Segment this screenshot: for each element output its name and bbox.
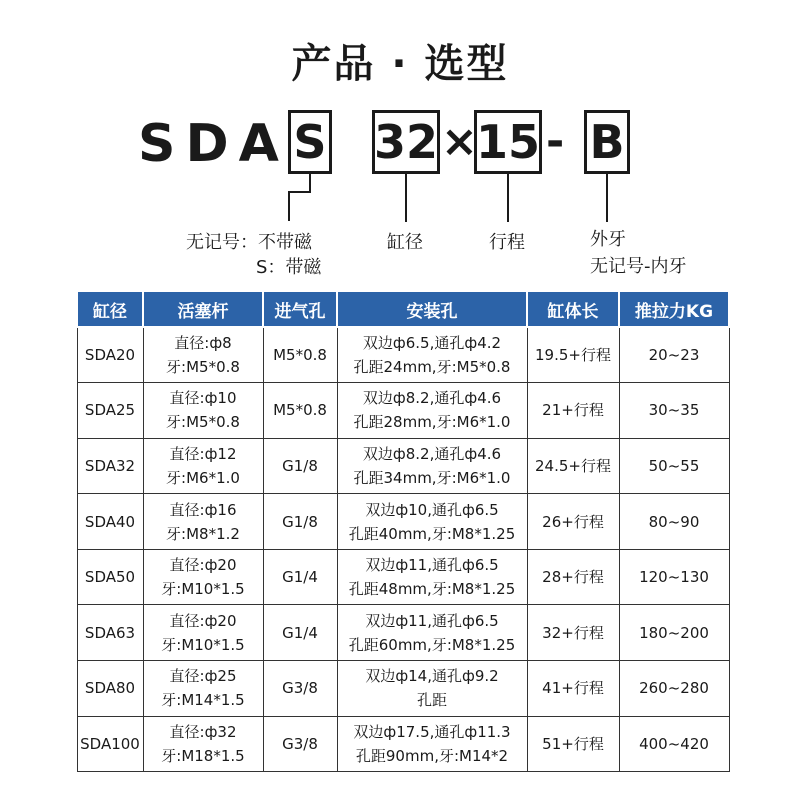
cell-bore-text: SDA25 (84, 401, 136, 420)
cell-bore-text: SDA40 (84, 512, 136, 531)
cell-mount (337, 605, 527, 661)
cell-rod-text: 直径:ф32 (169, 722, 237, 741)
cell-mount (337, 661, 527, 717)
cell-mount-text: 双边ф11,通孔ф6.5 (365, 556, 499, 575)
cell-rod-text: 牙:M6*1.0 (166, 468, 240, 487)
page-title: 产品 · 选型 (291, 41, 509, 87)
times-sign: × (441, 116, 478, 167)
cell-mount (337, 383, 527, 439)
cell-bore (77, 661, 143, 717)
cell-rod-text: 牙:M8*1.2 (166, 524, 240, 543)
stroke-legend: 行程 (489, 232, 525, 253)
cell-port-text: G1/4 (282, 568, 318, 587)
cell-mount-text: 双边ф6.5,通孔ф4.2 (362, 334, 502, 353)
bore-code-box: 32 (372, 110, 440, 174)
table-row (77, 549, 729, 605)
cell-force (619, 383, 729, 439)
cell-mount-text: 孔距34mm,牙:M6*1.0 (353, 468, 511, 487)
header-mount: 安装孔 (337, 291, 527, 327)
model-prefix: SDA (138, 114, 289, 174)
header-length: 缸体长 (527, 291, 619, 327)
cell-port-text: G1/8 (282, 456, 318, 475)
cell-port (263, 716, 337, 772)
cell-rod-text: 牙:M5*0.8 (166, 413, 240, 432)
cell-mount (337, 438, 527, 494)
thread-connector (606, 174, 608, 222)
cell-mount-text: 双边ф8.2,通孔ф4.6 (362, 444, 502, 463)
table-row (77, 327, 729, 383)
cell-bore (77, 716, 143, 772)
bore-legend: 缸径 (387, 232, 423, 253)
table-row (77, 494, 729, 550)
header-rod: 活塞杆 (143, 291, 263, 327)
cell-rod-text: 直径:ф25 (169, 667, 237, 686)
cell-rod (143, 438, 263, 494)
thread-legend-line2: 无记号-内牙 (590, 256, 687, 277)
table-row (77, 716, 729, 772)
cell-force (619, 327, 729, 383)
cell-length-text: 21+行程 (542, 401, 604, 420)
cell-mount-text: 孔距28mm,牙:M6*1.0 (353, 413, 511, 432)
cell-length-text: 32+行程 (542, 623, 604, 642)
thread-code-box: B (584, 110, 630, 174)
table-row (77, 661, 729, 717)
cell-bore (77, 605, 143, 661)
magnet-connector-vertical (309, 174, 311, 192)
cell-port-text: G1/4 (282, 623, 318, 642)
cell-length (527, 716, 619, 772)
cell-length-text: 19.5+行程 (535, 346, 611, 365)
stroke-connector (507, 174, 509, 222)
cell-bore (77, 327, 143, 383)
cell-bore-text: SDA63 (84, 623, 136, 642)
cell-length-text: 28+行程 (542, 568, 604, 587)
cell-mount (337, 494, 527, 550)
cell-rod (143, 494, 263, 550)
cell-rod-text: 直径:ф8 (174, 334, 232, 353)
cell-length (527, 438, 619, 494)
dash-sign: - (546, 116, 565, 167)
cell-rod (143, 327, 263, 383)
cell-bore-text: SDA80 (84, 679, 136, 698)
cell-length (527, 661, 619, 717)
cell-rod (143, 661, 263, 717)
thread-legend-line1: 外牙 (590, 229, 626, 250)
cell-rod-text: 牙:M18*1.5 (161, 746, 245, 765)
cell-port-text: G1/8 (282, 512, 318, 531)
cell-rod-text: 牙:M14*1.5 (161, 691, 245, 710)
cell-bore-text: SDA100 (80, 734, 140, 753)
cell-mount-text: 双边ф14,通孔ф9.2 (365, 667, 499, 686)
cell-mount-text: 孔距40mm,牙:M8*1.25 (348, 524, 516, 543)
cell-mount (337, 327, 527, 383)
header-bore: 缸径 (77, 291, 143, 327)
cell-port-text: G3/8 (282, 734, 318, 753)
cell-port-text: M5*0.8 (273, 401, 327, 420)
cell-mount-text: 孔距90mm,牙:M14*2 (355, 746, 509, 765)
cell-mount-text: 双边ф11,通孔ф6.5 (365, 611, 499, 630)
cell-port-text: G3/8 (282, 679, 318, 698)
cell-rod (143, 716, 263, 772)
cell-mount-text: 孔距48mm,牙:M8*1.25 (348, 580, 516, 599)
cell-rod-text: 牙:M10*1.5 (161, 580, 245, 599)
spec-table (76, 290, 730, 772)
cell-bore (77, 383, 143, 439)
cell-rod-text: 直径:ф12 (169, 444, 237, 463)
cell-force (619, 605, 729, 661)
magnet-connector-down (288, 191, 290, 221)
cell-port (263, 661, 337, 717)
cell-rod-text: 牙:M10*1.5 (161, 635, 245, 654)
cell-force (619, 549, 729, 605)
cell-rod-text: 牙:M5*0.8 (166, 358, 240, 377)
cell-force-text: 30~35 (648, 401, 700, 420)
cell-force (619, 494, 729, 550)
cell-mount (337, 549, 527, 605)
magnet-code-box: S (288, 110, 332, 174)
cell-length-text: 26+行程 (542, 512, 604, 531)
cell-length (527, 494, 619, 550)
cell-mount-text: 孔距24mm,牙:M5*0.8 (353, 358, 511, 377)
cell-length-text: 41+行程 (542, 679, 604, 698)
cell-rod (143, 383, 263, 439)
cell-force-text: 80~90 (648, 512, 700, 531)
cell-port-text: M5*0.8 (273, 346, 327, 365)
cell-length-text: 24.5+行程 (535, 456, 611, 475)
cell-bore-text: SDA20 (84, 346, 136, 365)
cell-port (263, 549, 337, 605)
model-code-diagram (0, 108, 800, 178)
cell-bore-text: SDA50 (84, 568, 136, 587)
cell-force-text: 400~420 (639, 734, 709, 753)
cell-force (619, 438, 729, 494)
cell-port (263, 494, 337, 550)
cell-force (619, 716, 729, 772)
header-port: 进气孔 (263, 291, 337, 327)
cell-port (263, 605, 337, 661)
cell-force-text: 50~55 (648, 456, 700, 475)
cell-length-text: 51+行程 (542, 734, 604, 753)
cell-length (527, 549, 619, 605)
table-row (77, 383, 729, 439)
table-header-row (77, 291, 729, 327)
cell-port (263, 327, 337, 383)
cell-force-text: 120~130 (639, 568, 709, 587)
cell-bore (77, 438, 143, 494)
cell-bore (77, 549, 143, 605)
cell-rod (143, 605, 263, 661)
table-row (77, 438, 729, 494)
cell-mount (337, 716, 527, 772)
cell-port (263, 438, 337, 494)
cell-mount-text: 双边ф10,通孔ф6.5 (365, 500, 499, 519)
cell-mount-text: 孔距 (416, 691, 447, 710)
magnet-legend-line1: 无记号：不带磁 (186, 232, 312, 253)
cell-rod-text: 直径:ф16 (169, 500, 237, 519)
cell-force-text: 260~280 (639, 679, 709, 698)
cell-force (619, 661, 729, 717)
cell-rod-text: 直径:ф10 (169, 389, 237, 408)
cell-rod-text: 直径:ф20 (169, 611, 237, 630)
cell-rod-text: 直径:ф20 (169, 556, 237, 575)
cell-mount-text: 孔距60mm,牙:M8*1.25 (348, 635, 516, 654)
table-row (77, 605, 729, 661)
cell-force-text: 180~200 (639, 623, 709, 642)
magnet-legend-line2: S：带磁 (256, 257, 322, 278)
header-force: 推拉力KG (619, 291, 729, 327)
cell-length (527, 383, 619, 439)
stroke-code-box: 15 (474, 110, 542, 174)
cell-length (527, 605, 619, 661)
cell-bore (77, 494, 143, 550)
magnet-connector-horizontal (288, 191, 311, 193)
cell-bore-text: SDA32 (84, 456, 136, 475)
cell-port (263, 383, 337, 439)
cell-mount-text: 双边ф8.2,通孔ф4.6 (362, 389, 502, 408)
cell-rod (143, 549, 263, 605)
cell-length (527, 327, 619, 383)
bore-connector (405, 174, 407, 222)
cell-mount-text: 双边ф17.5,通孔ф11.3 (353, 722, 511, 741)
cell-force-text: 20~23 (648, 346, 700, 365)
